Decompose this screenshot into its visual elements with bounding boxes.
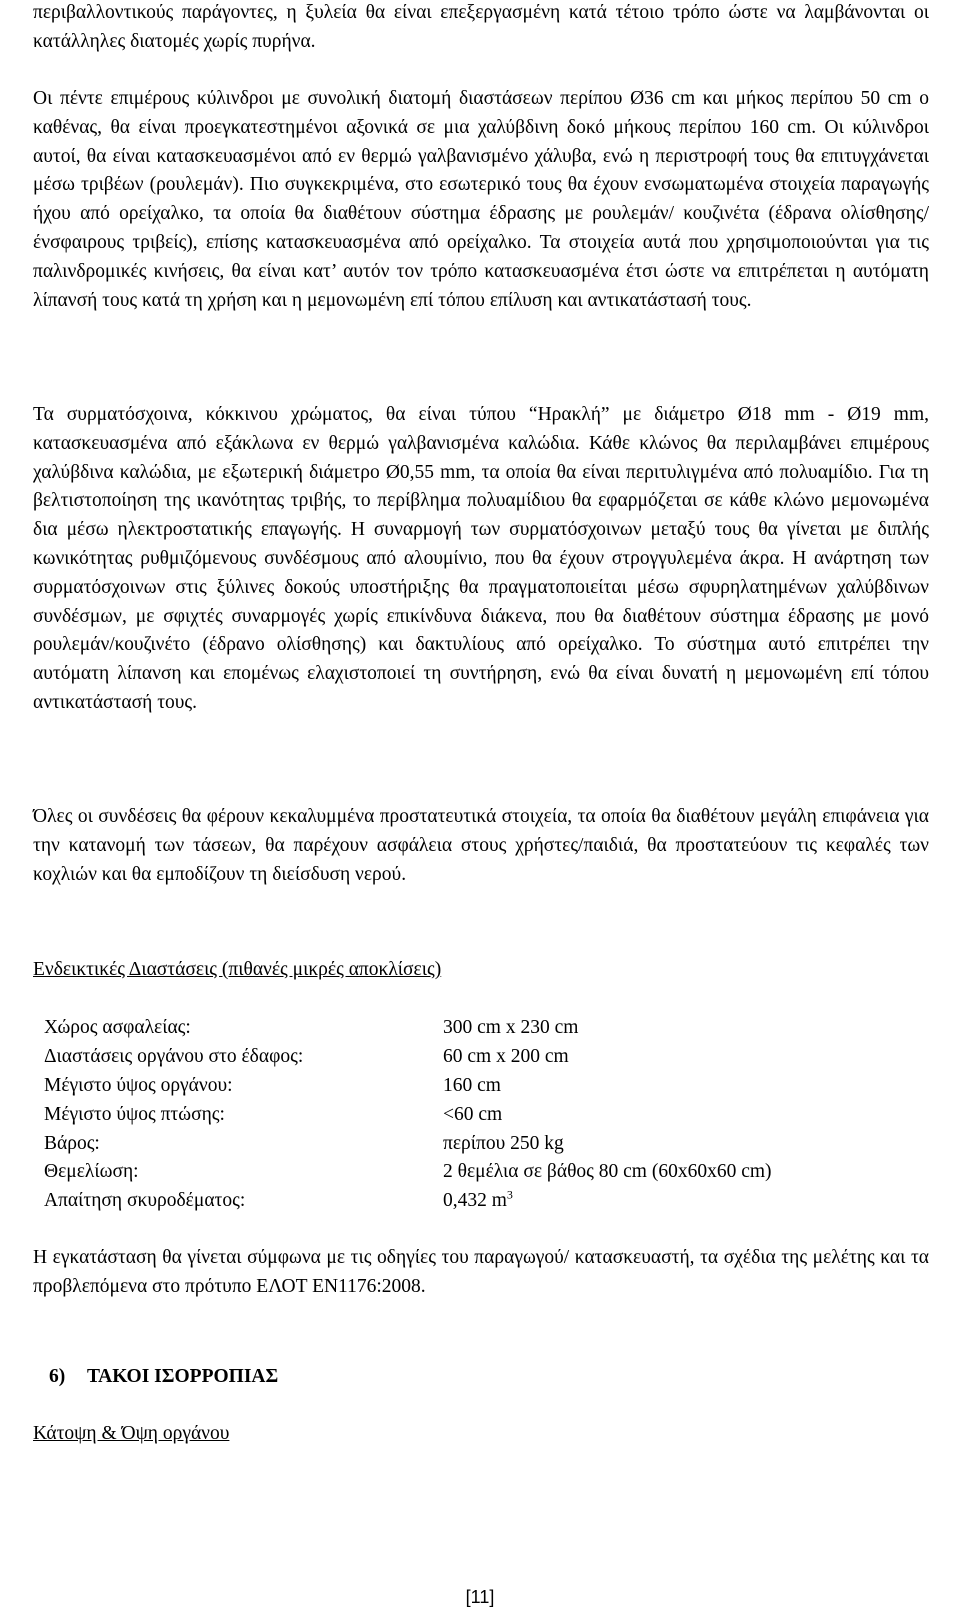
spec-label: Μέγιστο ύψος πτώσης: <box>44 1103 225 1125</box>
spec-value: 160 cm <box>443 1074 501 1096</box>
section-subheading: Κάτοψη & Όψη οργάνου <box>33 1423 230 1444</box>
spec-label: Μέγιστο ύψος οργάνου: <box>44 1074 233 1096</box>
spec-label: Απαίτηση σκυροδέματος: <box>44 1190 246 1212</box>
table-row <box>44 1158 772 1187</box>
cubic-superscript: 3 <box>506 1187 513 1202</box>
table-row <box>44 1014 772 1043</box>
concrete-volume: 0,432 m <box>443 1190 507 1212</box>
dimensions-table <box>44 1014 772 1216</box>
section-number: 6) <box>49 1366 66 1387</box>
table-row <box>44 1187 772 1216</box>
table-row <box>44 1072 772 1101</box>
paragraph-cylinders: Οι πέντε επιμέρους κύλινδροι με συνολική διατομή διαστάσεων περίπου Ø36 cm και μήκος περίπου 50 cm ο καθένας, θα είναι προεγκατεστημένοι αξονικά σε μια χαλύβδινη δοκό μήκους περίπου 160 cm. Οι κύλινδροι αυτοί, θα είναι κατασκευασμένοι από εν θερμώ γαλβανισμένο χάλυβα, ενώ η περιστροφή τους θα επιτυγχάνεται μέσω τριβέων (ρουλεμάν). Πιο συγκεκριμένα, στο εσωτερικό τους θα έχουν ενσωματωμένα στοιχεία παραγωγής ήχου από ορείχαλκο, τα οποία θα διαθέτουν σύστημα έδρασης με ρουλεμάν/ κουζινέτα (έδρανα ολίσθησης/ ένσφαιρους τριβείς), επίσης κατασκευασμένα από ορείχαλκο. Τα στοιχεία αυτά που χρησιμοποιούνται για τις παλινδρομικές κινήσεις, θα είναι κατ’ αυτόν τον τρόπο κατασκευασμένα έτσι ώστε να επιτρέπεται η αυτόματη λίπανσή τους κατά τη χρήση και η μεμονωμένη επί τόπου επίλυση και αντικατάστασή τους. <box>33 88 929 311</box>
paragraph-connections: Όλες οι συνδέσεις θα φέρουν κεκαλυμμένα προστατευτικά στοιχεία, τα οποία θα διαθέτουν μεγάλη επιφάνεια για την κατανομή των τάσεων, θα παρέχουν ασφάλεια στους χρήστες/παιδιά, θα προστατεύουν τις κεφαλές των κοχλιών και θα εμποδίζουν τη διείσδυση νερού. <box>33 806 929 885</box>
dimensions-heading: Ενδεικτικές Διαστάσεις (πιθανές μικρές αποκλίσεις) <box>33 959 442 980</box>
table-row <box>44 1043 772 1072</box>
spec-label: Βάρος: <box>44 1132 100 1154</box>
spec-value: 60 cm x 200 cm <box>443 1046 569 1068</box>
spec-value-concrete <box>443 1187 772 1216</box>
spec-label: Χώρος ασφαλείας: <box>44 1017 191 1039</box>
spec-value: 300 cm x 230 cm <box>443 1017 579 1039</box>
paragraph-wire-ropes: Τα συρματόσχοινα, κόκκινου χρώματος, θα είναι τύπου “Ηρακλή” με διάμετρο Ø18 mm - Ø19 mm, κατασκευασμένα από εξάκλωνα εν θερμώ γαλβανισμένα καλώδια. Κάθε κλώνος θα περιλαμβάνει επιμέρους χαλύβδινα καλώδια, με εξωτερική διάμετρο Ø0,55 mm, τα οποία θα είναι περιτυλιγμένα από πολυαμίδιο. Για τη βελτιστοποίηση της ικανότητας τριβής, το περίβλημα πολυαμίδιου θα εφαρμόζεται σε κάθε κλώνο μεμονωμένα δια μέσω ηλεκτροστατικής επαγωγής. Η συναρμογή των συρματόσχοινων μεταξύ τους θα γίνεται με διπλής κωνικότητας ρυθμιζόμενους συνδέσμους από αλουμίνιο, που θα έχουν στρογγυλεμένα άκρα. Η ανάρτηση των συρματόσχοινων στις ξύλινες δοκούς υποστήριξης θα πραγματοποιείται μέσω σφυρηλατημένων χαλύβδινων συνδέσμων, με σφιχτές συναρμογές χωρίς επικίνδυνα διάκενα, που θα διαθέτουν σύστημα έδρασης με μονό ρουλεμάν/κουζινέτο (έδρανο ολίσθησης) και δακτυλίους από ορείχαλκο. Το σύστημα αυτό επιτρέπει την αυτόματη λίπανση και επομένως ελαχιστοποιεί τη συντήρηση, ενώ θα είναι δυνατή η μεμονωμένη επί τόπου αντικατάστασή τους. <box>33 404 929 713</box>
spec-value: <60 cm <box>443 1103 503 1125</box>
section-title: ΤΑΚΟΙ ΙΣΟΡΡΟΠΙΑΣ <box>87 1366 279 1387</box>
page-number: [11] <box>465 1587 495 1607</box>
spec-label: Θεμελίωση: <box>44 1161 139 1183</box>
spec-value: περίπου 250 kg <box>443 1132 564 1154</box>
spec-value: 2 θεμέλια σε βάθος 80 cm (60x60x60 cm) <box>443 1161 772 1183</box>
table-row <box>44 1100 772 1129</box>
table-row <box>44 1129 772 1158</box>
section-heading <box>49 1363 278 1391</box>
paragraph-materials-intro: περιβαλλοντικούς παράγοντες, η ξυλεία θα είναι επεξεργασμένη κατά τέτοιο τρόπο ώστε να λαμβάνονται οι κατάλληλες διατομές χωρίς πυρήνα. <box>33 2 929 52</box>
spec-label: Διαστάσεις οργάνου στο έδαφος: <box>44 1046 304 1068</box>
paragraph-installation: Η εγκατάσταση θα γίνεται σύμφωνα με τις οδηγίες του παραγωγού/ κατασκευαστή, τα σχέδια της μελέτης και τα προβλεπόμενα στο πρότυπο ΕΛΟΤ ΕΝ1176:2008. <box>33 1247 929 1297</box>
